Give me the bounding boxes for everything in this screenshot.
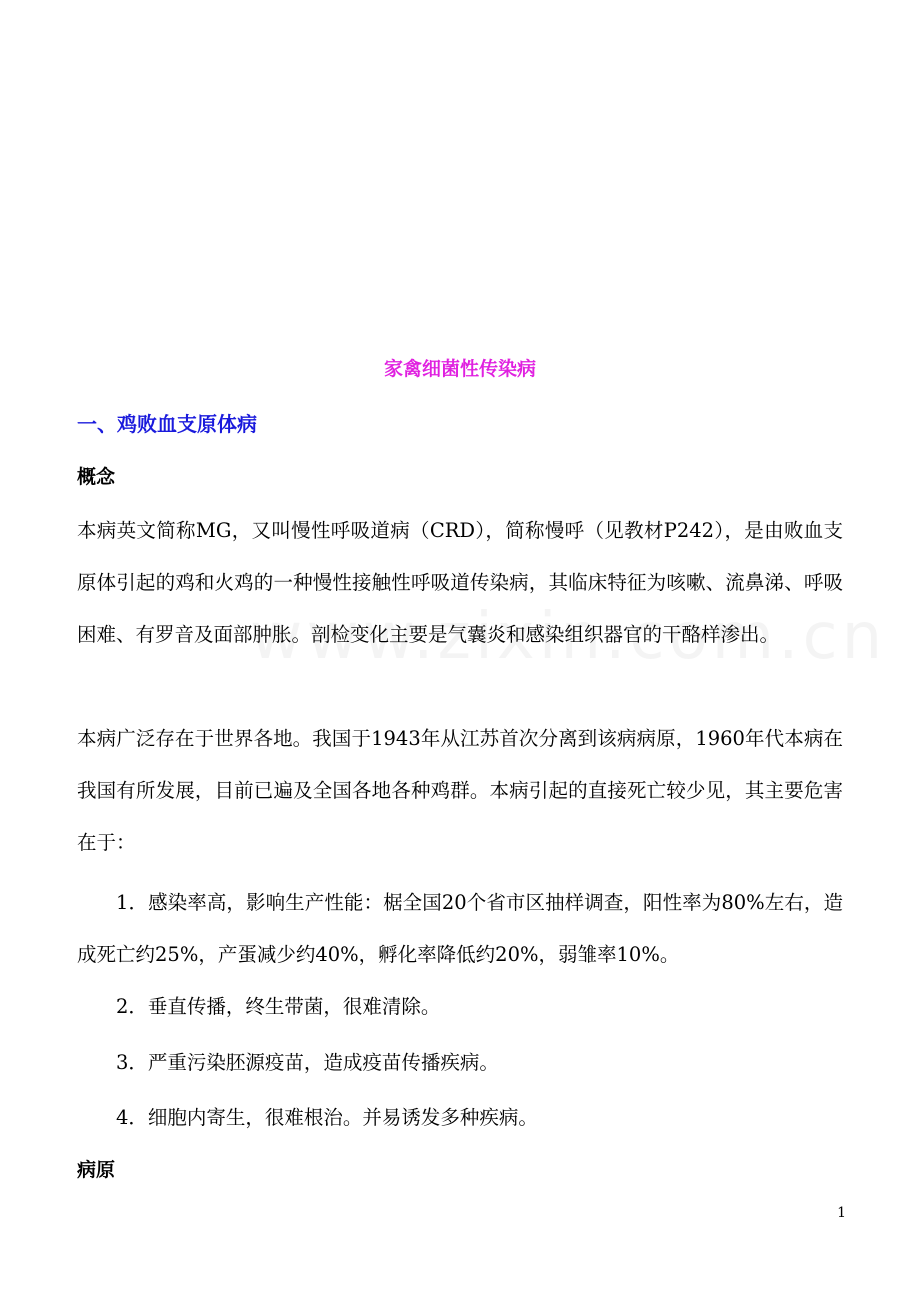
pathogen-heading: 病原 (77, 1159, 116, 1181)
section-heading: 一、鸡败血支原体病 (77, 412, 257, 436)
concept-heading: 概念 (77, 466, 116, 488)
list-item: 1．感染率高，影响生产性能：椐全国20个省市区抽样调查，阳性率为80%左右，造成死亡约25%，产蛋减少约40%，孵化率降低约20%，弱雏率10%。 (77, 891, 843, 966)
paragraph-distribution: 本病广泛存在于世界各地。我国于1943年从江苏首次分离到该病病原，1960年代本病在我国有所发展，目前已遍及全国各地各种鸡群。本病引起的直接死亡较少见，其主要危害在于： (77, 727, 843, 854)
list-item: 2．垂直传播，终生带菌，很难清除。 (116, 995, 441, 1018)
document-title: 家禽细菌性传染病 (383, 358, 536, 380)
list-item: 3．严重污染胚源疫苗，造成疫苗传播疾病。 (116, 1051, 499, 1074)
paragraph-concept: 本病英文简称MG，又叫慢性呼吸道病（CRD），简称慢呼（见教材P242），是由败血支原体引起的鸡和火鸡的一种慢性接触性呼吸道传染病，其临床特征为咳嗽、流鼻涕、呼吸困难、有罗音及面部肿胀。剖检变化主要是气囊炎和感染组织器官的干酪样渗出。 (77, 519, 843, 646)
page-number: 1 (837, 1205, 846, 1221)
list-item: 4．细胞内寄生，很难根治。并易诱发多种疾病。 (116, 1106, 538, 1129)
